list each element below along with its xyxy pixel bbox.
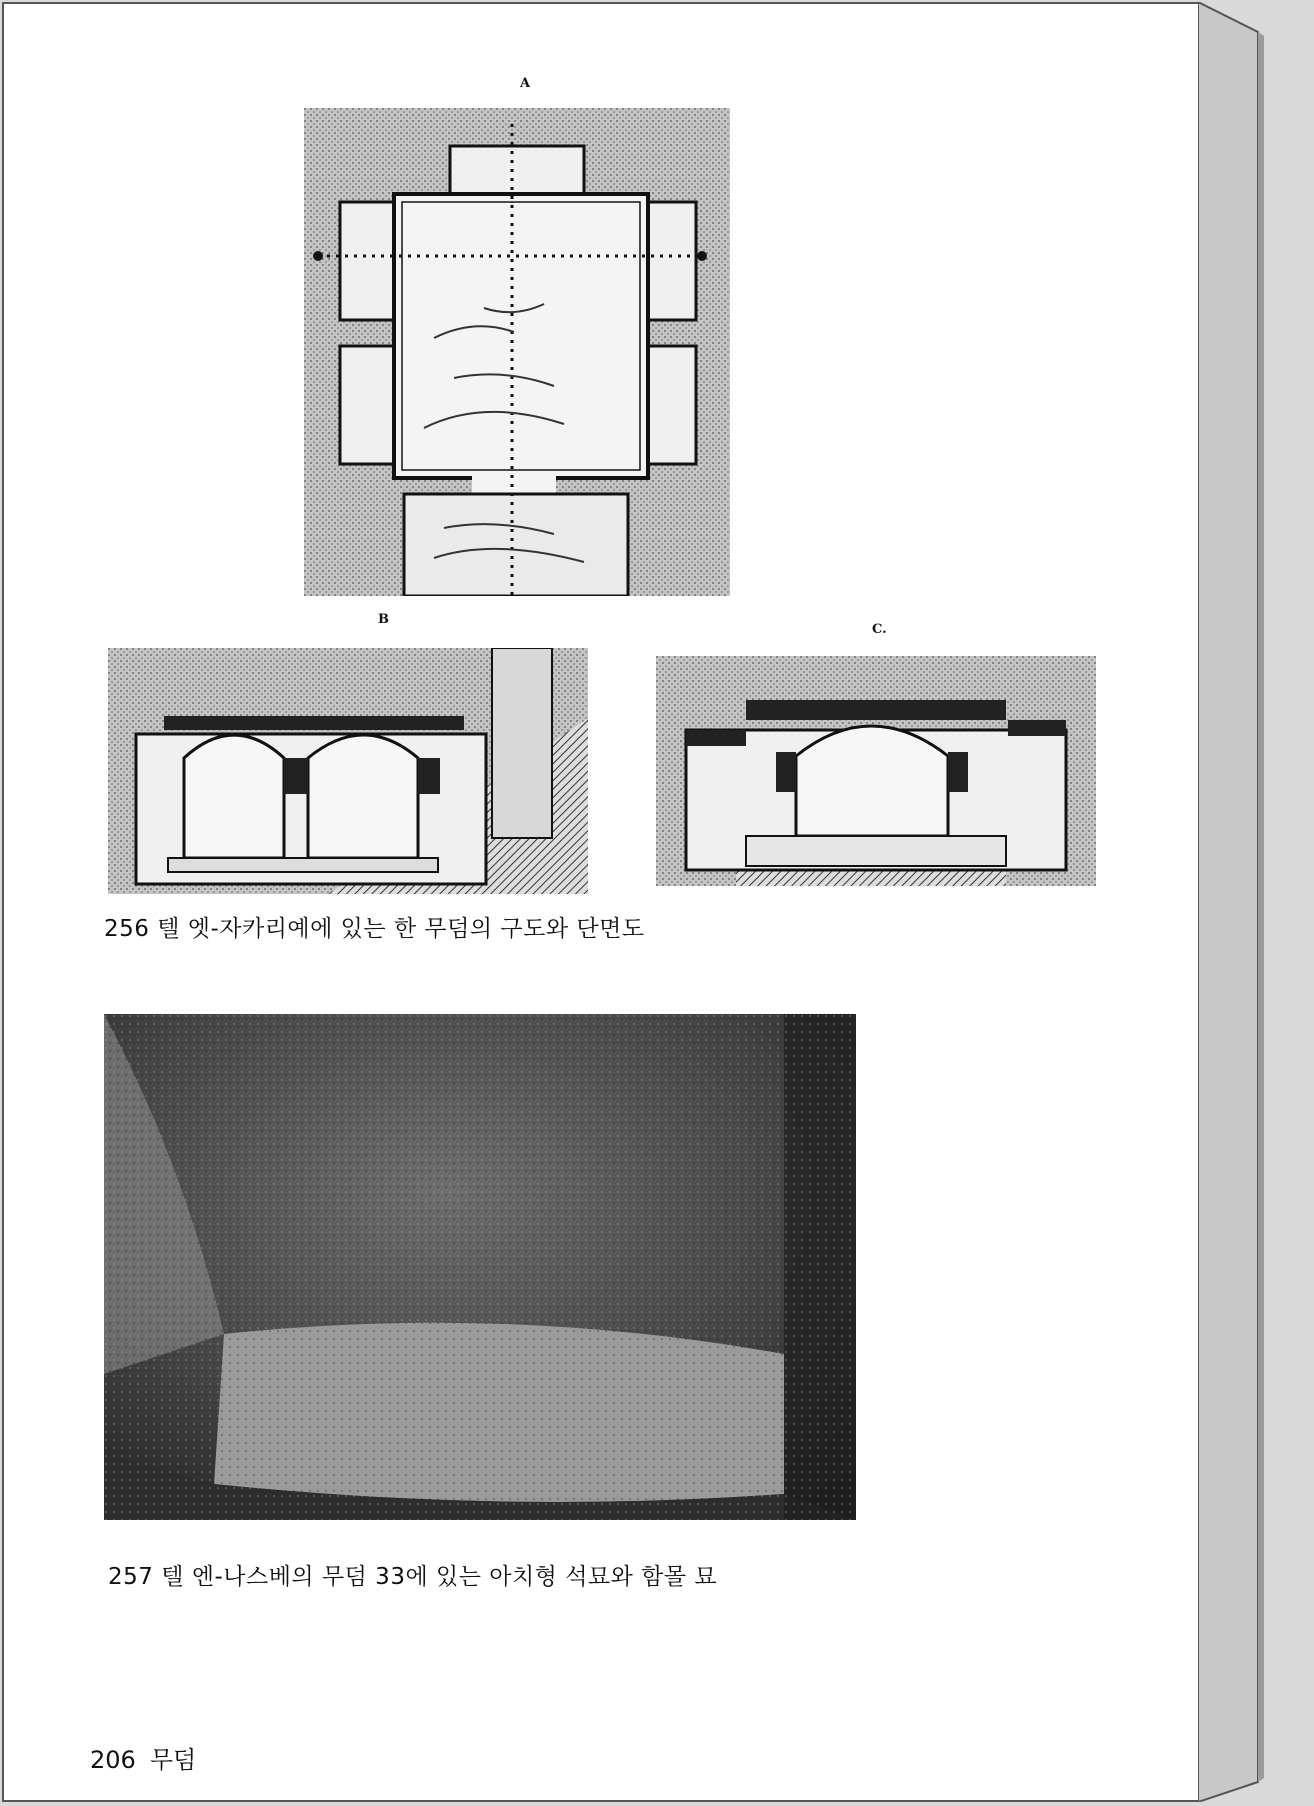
figure-label-b: B: [378, 612, 389, 627]
tomb-section-c-drawing: [656, 656, 1096, 886]
page-edge: [1198, 2, 1310, 1802]
tomb-section-b-drawing: [108, 648, 588, 894]
tomb-plan-drawing: [304, 108, 730, 596]
caption-figure-257: 257 텔 엔-나스베의 무덤 33에 있는 아치형 석묘와 함몰 묘: [108, 1564, 718, 1590]
figure-label-c: C.: [872, 622, 887, 637]
tomb-photo: [104, 1014, 856, 1520]
section-title: 무덤: [149, 1746, 197, 1774]
page-footer: [90, 1740, 210, 1775]
figure-label-a: A: [520, 76, 531, 91]
page-number: 206: [90, 1746, 136, 1774]
caption-figure-256: 256 텔 엣-자카리예에 있는 한 무덤의 구도와 단면도: [104, 916, 645, 942]
